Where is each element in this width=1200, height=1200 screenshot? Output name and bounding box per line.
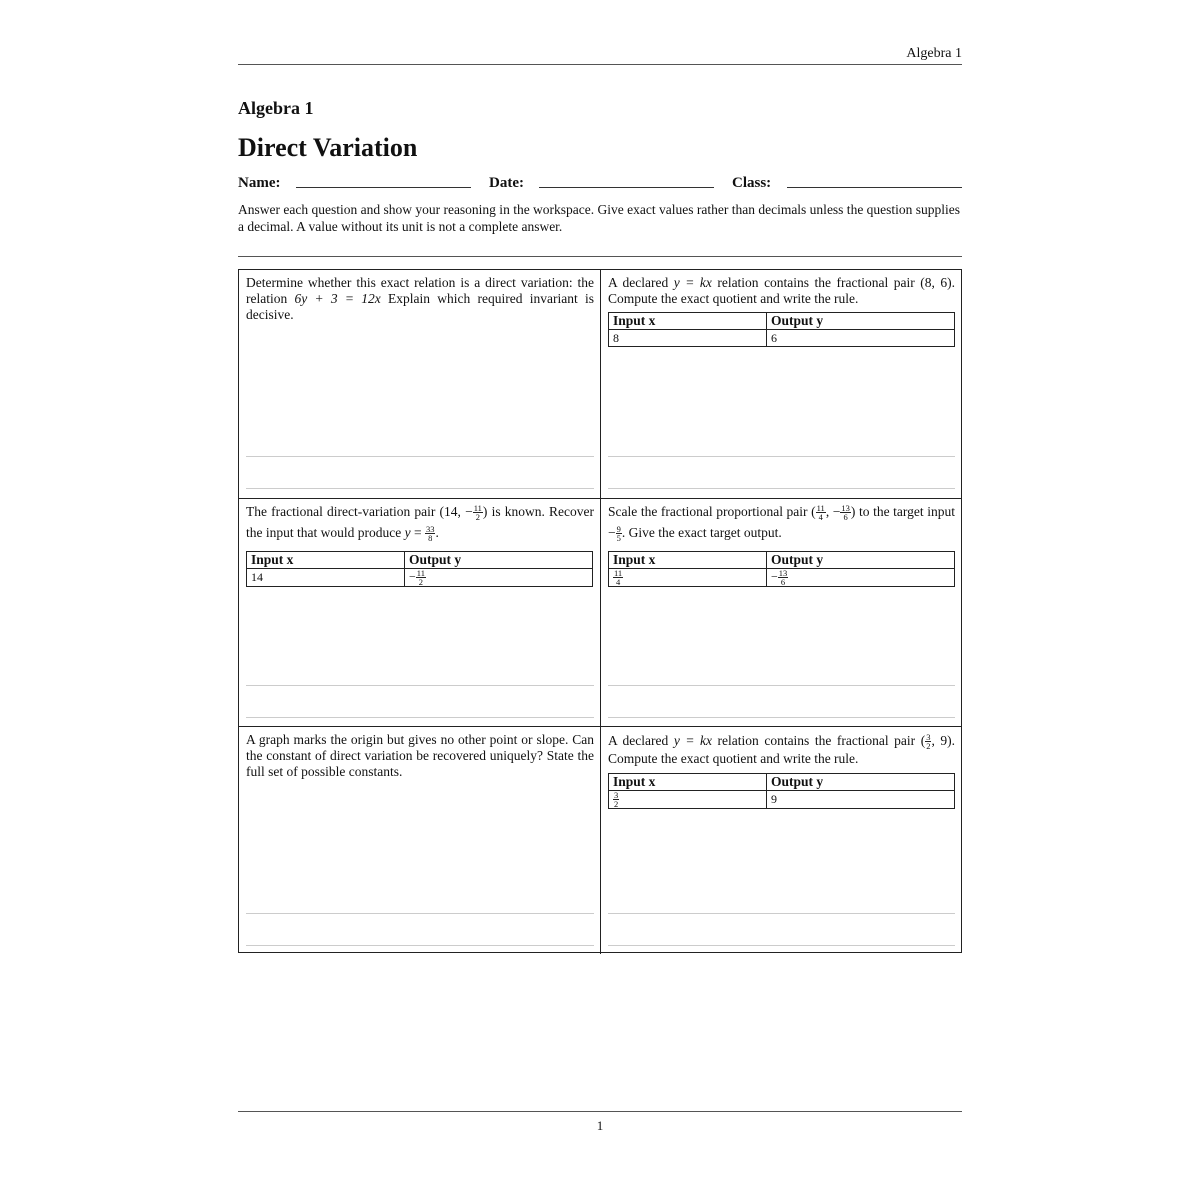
question-prompt: A graph marks the origin but gives no other point or slope. Can the constant of direct variation be recovered uniquely? State the full set of possible constants.: [246, 732, 594, 779]
page-title: Direct Variation: [238, 133, 418, 162]
equation: 6y + 3 = 12x: [294, 291, 381, 306]
instructions: Answer each question and show your reasoning in the workspace. Give exact values rather than decimals unless the question supplies a decimal. A value without its unit is not a complete answer.: [238, 202, 961, 234]
question-prompt: Determine whether this exact relation is a direct variation: the relation 6y + 3 = 12x Explain which required invariant is decisive.: [246, 275, 594, 322]
question-6: [600, 726, 962, 954]
output-cell: − $\frac{11}{2}$: [405, 569, 593, 587]
input-cell: $\frac{3}{2}$: [609, 791, 767, 809]
output-header: Output y: [405, 552, 593, 569]
question-4: [600, 498, 962, 726]
class-field[interactable]: [787, 187, 962, 188]
fraction: $\frac{11}{4}$: [816, 503, 825, 523]
input-cell: 8: [609, 330, 767, 347]
value-table: [246, 551, 593, 587]
footer-rule: [238, 1111, 962, 1112]
question-5: [239, 726, 601, 954]
answer-line[interactable]: [246, 685, 594, 686]
name-field[interactable]: [296, 187, 471, 188]
answer-line[interactable]: [608, 488, 955, 489]
fraction: $\frac{13}{6}$: [841, 503, 850, 523]
output-cell: − $\frac{13}{6}$: [767, 569, 955, 587]
input-cell: $\frac{11}{4}$: [609, 569, 767, 587]
name-label: Name:: [238, 175, 281, 191]
answer-line[interactable]: [246, 488, 594, 489]
answer-line[interactable]: [246, 717, 594, 718]
question-3: [239, 498, 601, 726]
date-label: Date:: [489, 175, 524, 191]
question-prompt: Scale the fractional proportional pair ( $\frac{11}{4}$ , − $\frac{13}{6}$ ) to the target input − $\frac{9}{5}$ . Give the exact target output.: [608, 503, 955, 544]
question-prompt: A declared y = kx relation contains the fractional pair ( $\frac{3}{2}$ , 9). Compute the exact quotient and write the rule.: [608, 732, 955, 767]
input-header: Input x: [609, 552, 767, 569]
input-header: Input x: [609, 313, 767, 330]
date-field[interactable]: [539, 187, 714, 188]
question-1: [239, 270, 601, 498]
question-2: [600, 270, 962, 498]
class-label: Class:: [732, 175, 772, 191]
fraction: $\frac{9}{5}$: [616, 524, 621, 544]
question-prompt: The fractional direct-variation pair (14, − $\frac{11}{2}$ ) is known. Recover the input that would produce y = $\frac{33}{8}$ .: [246, 503, 594, 544]
output-header: Output y: [767, 774, 955, 791]
value-table: [608, 312, 955, 347]
output-cell: 9: [767, 791, 955, 809]
fraction: $\frac{11}{2}$: [473, 503, 482, 523]
student-info-fields: [238, 173, 962, 195]
course-heading: Algebra 1: [238, 98, 314, 118]
question-grid: [238, 269, 962, 953]
answer-line[interactable]: [608, 717, 955, 718]
value-table: [608, 551, 955, 587]
fraction: $\frac{33}{8}$: [425, 524, 435, 544]
answer-line[interactable]: [246, 456, 594, 457]
answer-line[interactable]: [608, 913, 955, 914]
fraction: $\frac{3}{2}$: [926, 732, 931, 752]
answer-line[interactable]: [608, 945, 955, 946]
input-header: Input x: [247, 552, 405, 569]
output-header: Output y: [767, 313, 955, 330]
answer-line[interactable]: [246, 945, 594, 946]
running-head: Algebra 1: [906, 46, 962, 61]
answer-line[interactable]: [608, 685, 955, 686]
header-rule: [238, 64, 962, 65]
equation: y = kx: [673, 733, 712, 748]
output-cell: 6: [767, 330, 955, 347]
answer-line[interactable]: [246, 913, 594, 914]
input-cell: 14: [247, 569, 405, 587]
section-rule: [238, 256, 962, 257]
input-header: Input x: [609, 774, 767, 791]
answer-line[interactable]: [608, 456, 955, 457]
output-header: Output y: [767, 552, 955, 569]
question-prompt: A declared y = kx relation contains the fractional pair (8, 6). Compute the exact quotient and write the rule.: [608, 275, 956, 306]
page-number: 1: [596, 1118, 604, 1133]
equation: y = kx: [673, 275, 712, 290]
value-table: [608, 773, 955, 809]
